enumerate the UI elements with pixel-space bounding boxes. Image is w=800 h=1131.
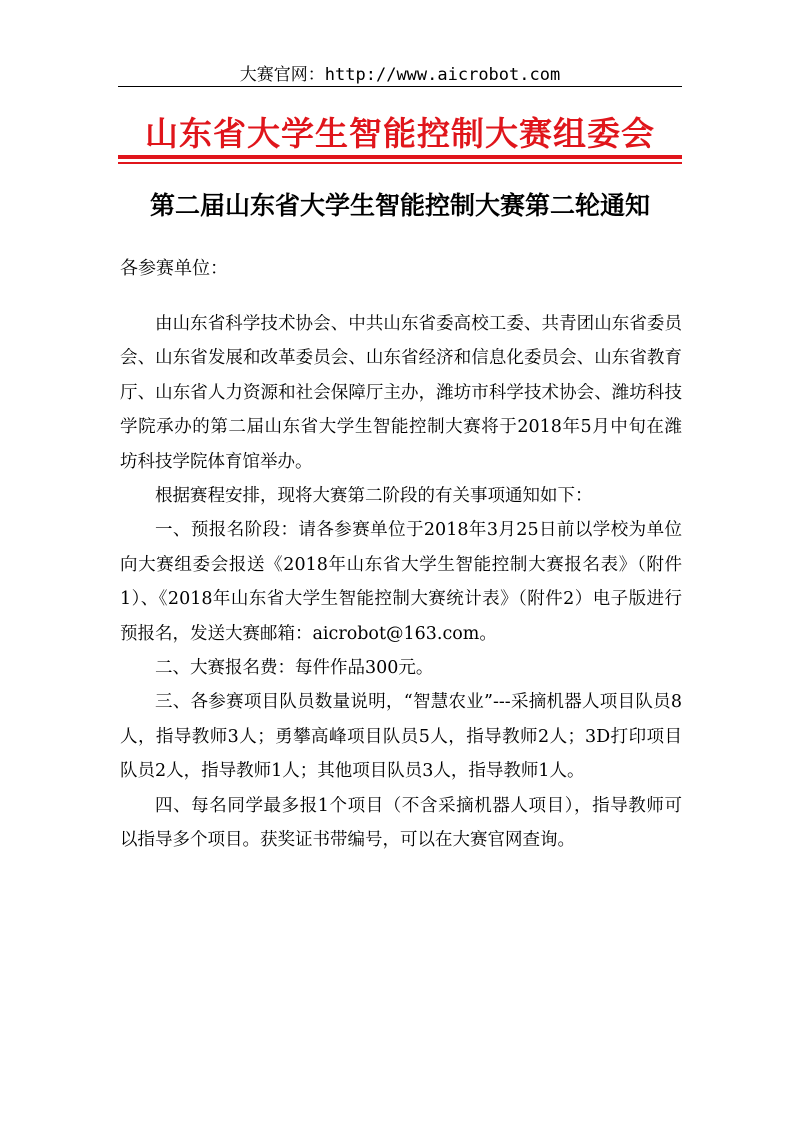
salutation: 各参赛单位： [120,258,228,279]
red-divider-thick [118,155,682,159]
paragraph-item-3: 三、各参赛项目队员数量说明，“智慧农业”---采摘机器人项目队员8人，指导教师3人；勇攀高峰项目队员5人，指导教师2人；3D打印项目队员2人，指导教师1人；其他项目队员3人，指导教师1人。 [120,692,682,782]
organizer-title: 山东省大学生智能控制大赛组委会 [145,114,655,153]
header-divider [118,86,682,87]
paragraph-item-1: 一、预报名阶段：请各参赛单位于2018年3月25日前以学校为单位向大赛组委会报送《2018年山东省大学生智能控制大赛报名表》（附件1）、《2018年山东省大学生智能控制大赛统计表》（附件2）电子版进行预报名，发送大赛邮箱：aicrobot@163.com。 [120,520,682,644]
paragraph-item-2: 二、大赛报名费：每件作品300元。 [155,658,434,679]
paragraph-intro: 由山东省科学技术协会、中共山东省委高校工委、共青团山东省委员会、山东省发展和改革委员会、山东省经济和信息化委员会、山东省教育厅、山东省人力资源和社会保障厅主办，潍坊市科学技术协会、潍坊科技学院承办的第二届山东省大学生智能控制大赛将于2018年5月中旬在潍坊科技学院体育馆举办。 [120,314,682,472]
document-title: 第二届山东省大学生智能控制大赛第二轮通知 [149,191,650,220]
paragraph-item-4: 四、每名同学最多报1个项目（不含采摘机器人项目），指导教师可以指导多个项目。获奖证书带编号，可以在大赛官网查询。 [120,795,682,851]
paragraph-notice-lead: 根据赛程安排，现将大赛第二阶段的有关事项通知如下： [155,486,593,507]
header-website: 大赛官网：http://www.aicrobot.com [239,65,561,85]
red-divider-thin [118,162,682,164]
document-body [120,307,682,858]
